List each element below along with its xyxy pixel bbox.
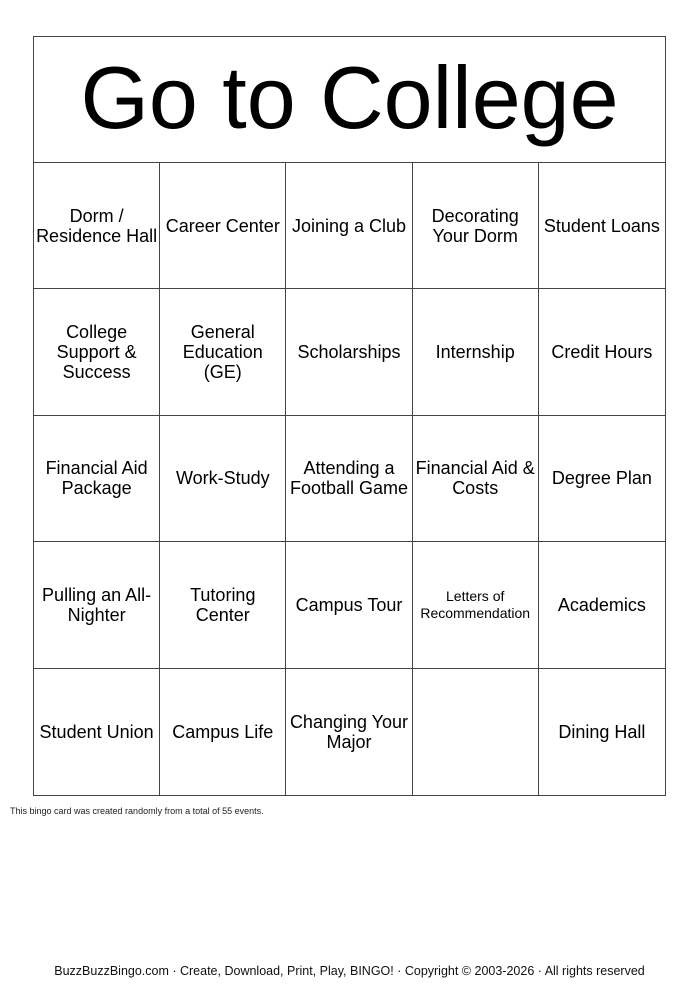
bingo-cell-3: [286, 163, 412, 289]
bingo-cell-18: [286, 542, 412, 668]
bingo-cell-text: Changing Your Major: [289, 711, 409, 752]
page-footer: BuzzBuzzBingo.com · Create, Download, Print, Play, BINGO! · Copyright © 2003-2026 · All rights reserved: [54, 964, 645, 978]
bingo-cell-text: Campus Tour: [295, 594, 403, 615]
bingo-cell-text: Career Center: [165, 215, 280, 236]
bingo-cell-text: Financial Aid Package: [45, 458, 148, 499]
bingo-cell-15: [539, 416, 665, 542]
bingo-cell-text: Student Loans: [543, 215, 660, 236]
bingo-cell-23: [286, 669, 412, 795]
bingo-cell-6: [34, 289, 160, 415]
bingo-cell-text: Scholarships: [297, 342, 401, 363]
bingo-cell-text: Decorating Your Dorm: [431, 205, 519, 246]
title-row: [34, 37, 665, 163]
bingo-cell-7: [160, 289, 286, 415]
bingo-cell-19: [413, 542, 539, 668]
bingo-cell-2: [160, 163, 286, 289]
bingo-cell-text: Letters of Recommendation: [420, 587, 531, 621]
bingo-cell-text: Attending a Football Game: [289, 458, 409, 499]
bingo-cell-10: [539, 289, 665, 415]
generation-note: This bingo card was created randomly from a total of 55 events.: [10, 806, 264, 816]
bingo-cell-free: [413, 669, 539, 795]
bingo-cell-text: General Education (GE): [182, 322, 263, 383]
bingo-cell-text: Dining Hall: [558, 721, 646, 742]
bingo-cell-text: Financial Aid & Costs: [415, 458, 535, 499]
bingo-card: [33, 36, 666, 796]
bingo-cell-17: [160, 542, 286, 668]
bingo-cell-text: Campus Life: [172, 721, 274, 742]
bingo-cell-text: Work-Study: [175, 468, 270, 489]
bingo-cell-12: [160, 416, 286, 542]
bingo-cell-25: [539, 669, 665, 795]
bingo-cell-text: Credit Hours: [551, 342, 653, 363]
bingo-cell-text: Internship: [435, 342, 515, 363]
card-title: Go to College: [80, 47, 619, 147]
bingo-grid: [34, 163, 665, 795]
bingo-cell-text: Dorm / Residence Hall: [36, 205, 158, 246]
bingo-cell-20: [539, 542, 665, 668]
bingo-cell-text: College Support & Success: [56, 322, 137, 383]
bingo-cell-21: [34, 669, 160, 795]
bingo-cell-1: [34, 163, 160, 289]
bingo-cell-text: Tutoring Center: [190, 584, 256, 625]
bingo-cell-text: Student Union: [39, 721, 154, 742]
bingo-cell-4: [413, 163, 539, 289]
bingo-cell-text: Joining a Club: [291, 215, 407, 236]
bingo-cell-text: Pulling an All-Nighter: [42, 584, 152, 625]
bingo-cell-8: [286, 289, 412, 415]
bingo-cell-11: [34, 416, 160, 542]
bingo-cell-text: Academics: [557, 594, 646, 615]
bingo-cell-14: [413, 416, 539, 542]
bingo-cell-5: [539, 163, 665, 289]
bingo-cell-16: [34, 542, 160, 668]
bingo-cell-9: [413, 289, 539, 415]
bingo-cell-22: [160, 669, 286, 795]
bingo-cell-13: [286, 416, 412, 542]
bingo-cell-text: Degree Plan: [551, 468, 652, 489]
